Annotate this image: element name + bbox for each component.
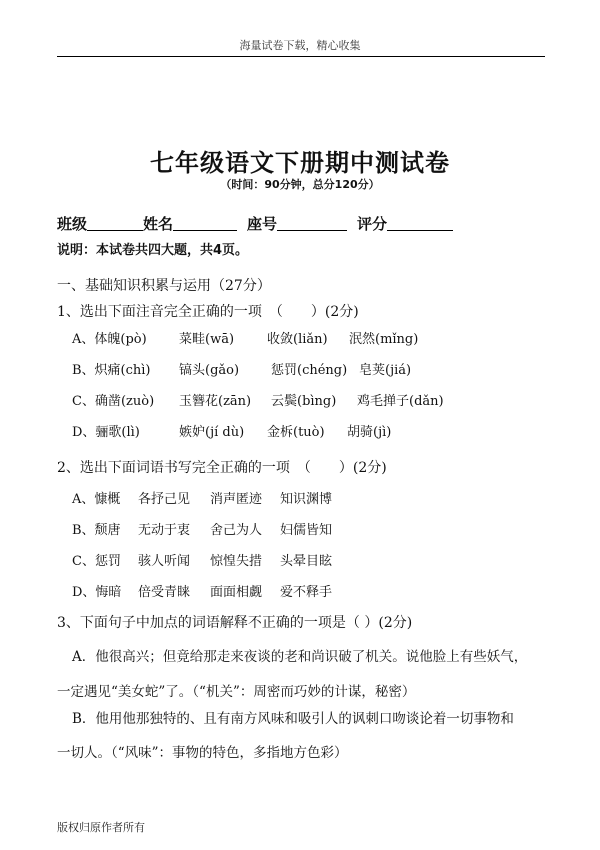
q2-a-item-4: 知识渊博 (280, 492, 333, 507)
q2-b-item-2: 无动于衷 (138, 523, 191, 538)
q2-option-d (72, 581, 332, 600)
exam-title: 七年级语文下册期中测试卷 (150, 149, 450, 177)
section-title: 一、基础知识积累与运用（27分） (57, 278, 271, 294)
score-label: 评分 (357, 215, 388, 233)
q1-d-item-3: 金柝(tuò) (267, 425, 325, 440)
q2-b-item-1: B、颓唐 (72, 523, 121, 538)
q1-d-item-2: 嫉妒(jí dù) (179, 425, 245, 440)
q1-c-item-1: C、确凿(zuò) (72, 394, 155, 409)
question-2-stem: 2、选出下面词语书写完全正确的一项 （ ）(2分) (57, 460, 387, 476)
exam-note: 说明：本试卷共四大题，共4页。 (57, 243, 249, 258)
q2-c-item-1: C、惩罚 (72, 554, 121, 569)
name-label: 姓名 (143, 215, 174, 233)
name-blank (173, 216, 237, 231)
q3-option-b-line2: 一切人。（“风味”：事物的特色，多指地方色彩） (57, 745, 348, 761)
q1-c-item-4: 鸡毛掸子(dǎn) (357, 394, 444, 409)
q2-d-item-1: D、悔暗 (72, 585, 122, 600)
q1-a-item-2: 菜畦(wā) (179, 332, 235, 347)
question-3-stem: 3、下面句子中加点的词语解释不正确的一项是（ ）(2分) (57, 615, 413, 631)
q2-c-item-2: 骇人听闻 (138, 554, 191, 569)
q1-d-item-1: D、骊歌(lì) (72, 425, 140, 440)
header-rule (57, 56, 545, 57)
q1-option-a (72, 328, 418, 347)
q1-a-item-1: A、体魄(pò) (72, 332, 147, 347)
exam-subtitle: （时间：90分钟，总分120分） (220, 178, 380, 191)
q3-option-a-line1: A．他很高兴；但竟给那走来夜谈的老和尚识破了机关。说他脸上有些妖气， (72, 649, 528, 665)
q1-option-d (72, 421, 391, 440)
q2-c-item-3: 惊惶失措 (210, 554, 263, 569)
q1-c-item-2: 玉簪花(zān) (179, 394, 252, 409)
class-blank (87, 216, 143, 231)
q2-b-item-3: 舍己为人 (210, 523, 263, 538)
seat-blank (277, 216, 347, 231)
question-1-stem: 1、选出下面注音完全正确的一项 （ ）(2分) (57, 304, 359, 320)
q2-b-item-4: 妇儒皆知 (280, 523, 333, 538)
q2-d-item-2: 倍受青睐 (138, 585, 191, 600)
page-footer: 版权归原作者所有 (57, 821, 145, 834)
q2-option-a (72, 488, 332, 507)
q1-b-item-1: B、炽痛(chì) (72, 363, 151, 378)
q2-a-item-3: 消声匿迹 (210, 492, 263, 507)
q2-option-b (72, 519, 332, 538)
q2-d-item-4: 爱不释手 (280, 585, 333, 600)
seat-label: 座号 (247, 215, 278, 233)
q1-a-item-4: 泯然(mǐng) (349, 332, 419, 347)
q2-a-item-1: A、慷概 (72, 492, 121, 507)
q1-option-c (72, 390, 444, 409)
q2-d-item-3: 面面相觑 (210, 585, 263, 600)
q3-option-b-line1: B．他用他那独特的、且有南方风味和吸引人的讽刺口吻谈论着一切事物和 (72, 711, 514, 727)
student-info-row (57, 213, 453, 234)
score-blank (387, 216, 453, 231)
q1-d-item-4: 胡骑(jì) (347, 425, 392, 440)
class-label: 班级 (57, 215, 88, 233)
q2-a-item-2: 各抒己见 (138, 492, 191, 507)
q1-b-item-2: 镐头(gǎo) (179, 363, 240, 378)
q3-option-a-line2: 一定遇见“美女蛇”了。（“机关”：周密而巧妙的计谋，秘密） (57, 684, 416, 700)
q1-a-item-3: 收敛(liǎn) (267, 332, 328, 347)
q1-c-item-3: 云鬓(bìng) (271, 394, 337, 409)
q2-c-item-4: 头晕目眩 (280, 554, 333, 569)
q1-b-item-3: 惩罚(chéng) (271, 363, 348, 378)
q1-option-b (72, 359, 411, 378)
q2-option-c (72, 550, 332, 569)
page-header: 海量试卷下载，精心收集 (239, 39, 361, 52)
q1-b-item-4: 皂荚(jiá) (359, 363, 412, 378)
